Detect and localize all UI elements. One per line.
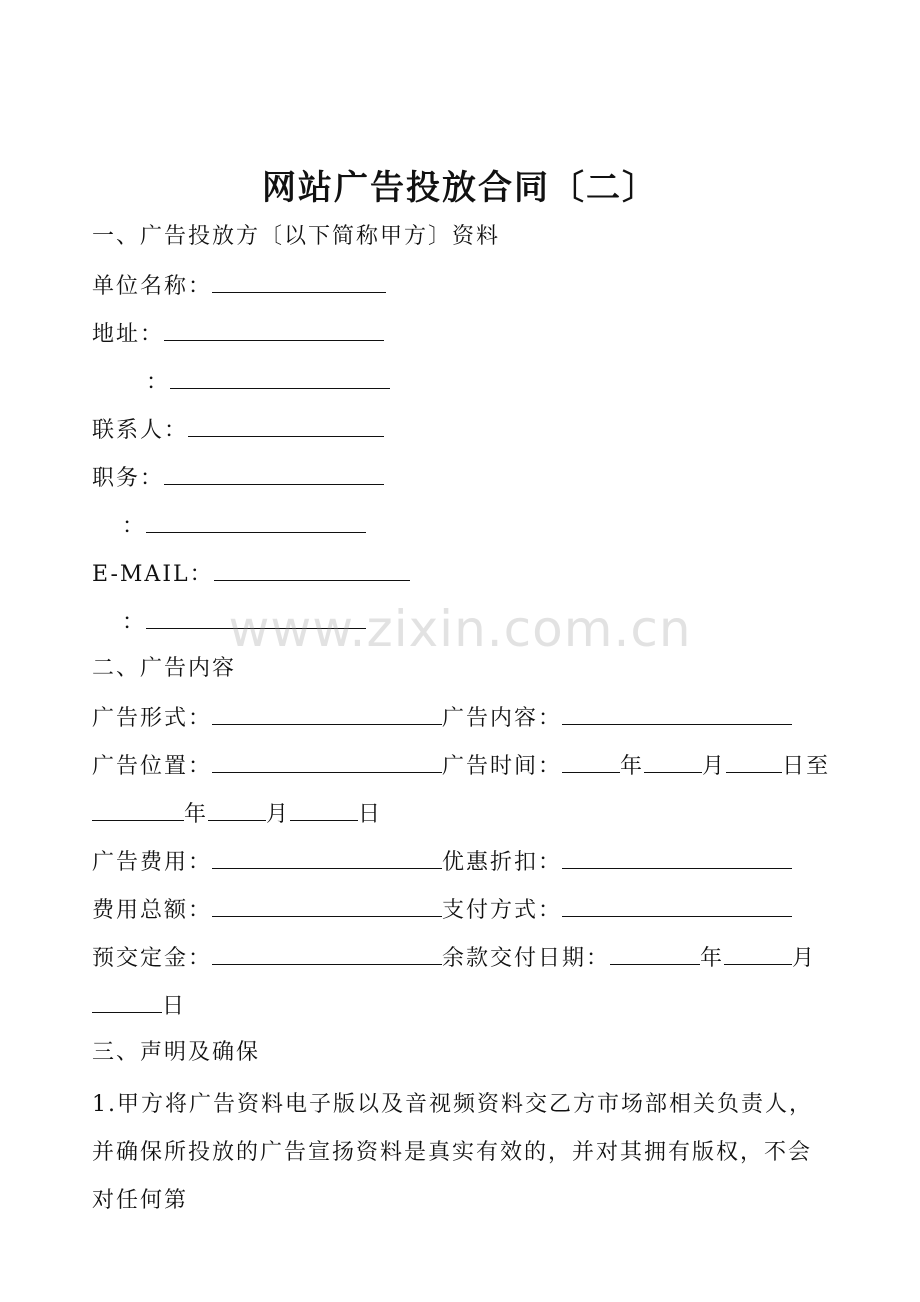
blank-label-3: ： [122,610,147,635]
blank-row-3 [122,606,366,638]
email-row [92,558,410,590]
blank-field-1[interactable] [170,366,390,389]
ad-form-field[interactable] [212,702,442,725]
deposit-row [92,942,816,974]
contact-field[interactable] [188,414,384,437]
day-label: 日 [162,994,187,1019]
blank-field-2[interactable] [146,510,366,533]
deposit-label: 预交定金： [92,946,213,971]
clause-1: 1.甲方将广告资料电子版以及音视频资料交乙方市场部相关负责人，并确保所投放的广告宣扬资料是真实有效的，并对其拥有版权，不会对任何第 [92,1092,813,1213]
section1-heading: 一、广告投放方〔以下简称甲方〕资料 [92,224,501,249]
unit-name-row [92,270,386,302]
month-label: 月 [266,802,291,827]
email-field[interactable] [214,558,410,581]
ad-position-row [92,750,830,782]
balance-day-field[interactable] [92,990,162,1013]
ad-position-label: 广告位置： [92,754,213,779]
ad-content-field[interactable] [562,702,792,725]
blank-row-1 [146,366,390,398]
ad-fee-label: 广告费用： [92,850,213,875]
year-label: 年 [700,946,725,971]
position-field[interactable] [164,462,384,485]
ad-fee-row [92,846,792,878]
ad-position-field[interactable] [212,750,442,773]
total-fee-label: 费用总额： [92,898,213,923]
balance-month-field[interactable] [724,942,792,965]
unit-name-field[interactable] [212,270,386,293]
deposit-field[interactable] [212,942,442,965]
watermark: www.zixin.com.cn [228,600,692,658]
balance-day-row [92,990,186,1022]
payment-method-label: 支付方式： [442,898,563,923]
address-row [92,318,384,350]
month-label: 月 [792,946,817,971]
section2-heading: 二、广告内容 [92,656,237,681]
total-fee-field[interactable] [212,894,442,917]
ad-time-start-day-field[interactable] [726,750,782,773]
ad-form-row [92,702,792,734]
section3-heading: 三、声明及确保 [92,1040,261,1065]
discount-field[interactable] [562,846,792,869]
year-label: 年 [184,802,209,827]
blank-row-2 [122,510,366,542]
ad-time-end-month-field[interactable] [208,798,266,821]
unit-name-label: 单位名称： [92,274,213,299]
contact-label: 联系人： [92,418,189,443]
total-fee-row [92,894,792,926]
payment-method-field[interactable] [562,894,792,917]
blank-field-3[interactable] [146,606,366,629]
year-label: 年 [620,754,645,779]
discount-label: 优惠折扣： [442,850,563,875]
position-row [92,462,384,494]
ad-time-start-year-field[interactable] [562,750,620,773]
ad-form-label: 广告形式： [92,706,213,731]
month-label: 月 [702,754,727,779]
ad-time-label: 广告时间： [442,754,563,779]
document-title: 网站广告投放合同〔二〕 [262,168,658,208]
balance-year-field[interactable] [610,942,700,965]
contact-row [92,414,384,446]
ad-time-end-row [92,798,382,830]
day-label: 日 [358,802,383,827]
balance-date-label: 余款交付日期： [442,946,611,971]
ad-time-start-month-field[interactable] [644,750,702,773]
ad-time-end-day-field[interactable] [290,798,358,821]
email-label: E-MAIL： [92,562,214,587]
position-label: 职务： [92,466,165,491]
ad-content-label: 广告内容： [442,706,563,731]
address-label: 地址： [92,322,165,347]
address-field[interactable] [164,318,384,341]
ad-time-end-year-field[interactable] [92,798,184,821]
day-to-label: 日至 [782,754,831,779]
blank-label-1: ： [146,370,171,395]
ad-fee-field[interactable] [212,846,442,869]
blank-label-2: ： [122,514,147,539]
